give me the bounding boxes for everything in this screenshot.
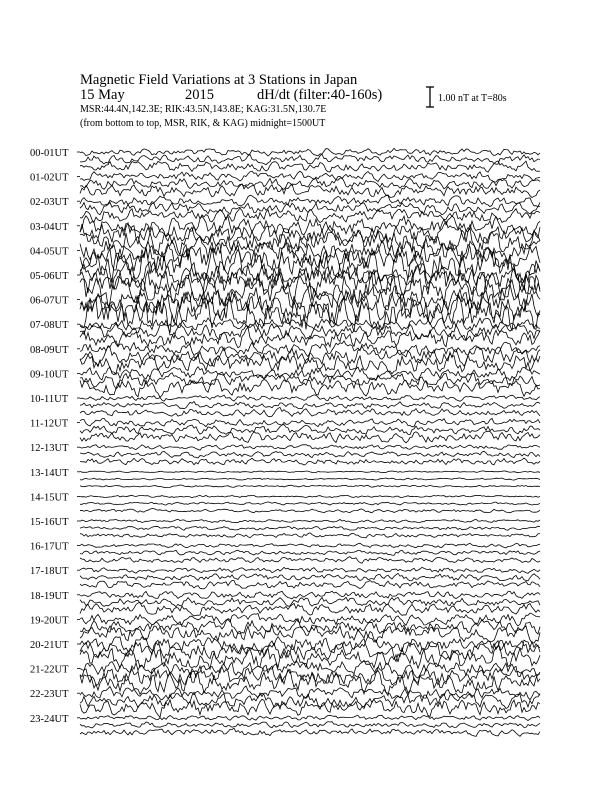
trace-msr — [80, 495, 540, 497]
row-label: 21-22UT — [30, 664, 69, 676]
trace-rik — [80, 597, 540, 606]
trace-kag — [80, 431, 540, 443]
station-coordinates: MSR:44.4N,142.3E; RIK:43.5N,143.8E; KAG:31.5N,130.7E — [80, 104, 327, 115]
trace-msr — [80, 543, 540, 548]
trace-kag — [80, 407, 540, 416]
row-label: 07-08UT — [30, 320, 69, 332]
row-label: 22-23UT — [30, 689, 69, 701]
trace-msr — [80, 519, 540, 523]
station-order-note: (from bottom to top, MSR, RIK, & KAG) midnight=1500UT — [80, 118, 326, 129]
trace-kag — [80, 670, 540, 696]
row-label: 11-12UT — [30, 418, 69, 430]
row-label: 03-04UT — [30, 221, 69, 233]
trace-kag — [80, 533, 540, 538]
trace-rik — [80, 550, 540, 555]
row-label: 19-20UT — [30, 615, 69, 627]
trace-msr — [80, 171, 540, 182]
row-label: 20-21UT — [30, 640, 69, 651]
trace-rik — [80, 425, 540, 435]
row-label: 13-14UT — [30, 467, 69, 479]
trace-rik — [80, 154, 540, 165]
trace-rik — [80, 526, 540, 530]
chart-date: 15 May — [80, 87, 125, 103]
trace-msr — [80, 395, 540, 401]
trace-rik — [80, 290, 540, 325]
trace-kag — [80, 699, 540, 717]
trace-msr — [80, 445, 540, 451]
row-label: 12-13UT — [30, 443, 69, 455]
trace-msr — [80, 195, 540, 206]
row-label: 02-03UT — [30, 197, 69, 209]
trace-rik — [80, 402, 540, 409]
trace-kag — [80, 485, 540, 488]
row-label: 17-18UT — [30, 566, 69, 578]
trace-rik — [80, 451, 540, 458]
trace-msr — [80, 567, 540, 573]
trace-kag — [80, 379, 540, 397]
row-label: 23-24UT — [30, 713, 69, 725]
trace-msr — [80, 660, 540, 678]
trace-msr — [80, 318, 540, 330]
row-label: 10-11UT — [30, 394, 69, 405]
trace-rik — [80, 178, 540, 190]
trace-msr — [80, 715, 540, 720]
trace-kag — [80, 184, 540, 198]
trace-rik — [80, 722, 540, 728]
trace-kag — [80, 581, 540, 589]
row-label: 01-02UT — [30, 172, 69, 184]
trace-kag — [80, 161, 540, 172]
trace-kag — [80, 327, 540, 348]
row-label: 08-09UT — [30, 344, 69, 356]
trace-rik — [80, 478, 540, 480]
trace-msr — [80, 148, 540, 156]
trace-msr — [80, 367, 540, 381]
row-label: 04-05UT — [30, 246, 69, 258]
trace-kag — [80, 458, 540, 465]
row-label: 18-19UT — [30, 590, 69, 602]
trace-msr — [80, 591, 540, 599]
trace-kag — [80, 509, 540, 513]
chart-title: Magnetic Field Variations at 3 Stations in Japan — [80, 72, 358, 88]
chart-year: 2015 — [185, 87, 214, 103]
trace-rik — [80, 502, 540, 505]
trace-rik — [80, 573, 540, 580]
trace-msr — [80, 471, 540, 473]
chart-filter: dH/dt (filter:40-160s) — [257, 87, 383, 103]
trace-msr — [80, 236, 540, 263]
row-label: 05-06UT — [30, 271, 69, 282]
row-label: 14-15UT — [30, 492, 69, 504]
row-label: 06-07UT — [30, 295, 69, 307]
scale-bar — [426, 87, 434, 107]
trace-kag — [80, 728, 540, 736]
scale-bar-label: 1.00 nT at T=80s — [438, 93, 507, 104]
trace-kag — [80, 557, 540, 564]
row-label: 09-10UT — [30, 369, 69, 381]
trace-msr — [80, 418, 540, 426]
row-label: 16-17UT — [30, 541, 69, 553]
row-label: 15-16UT — [30, 517, 69, 528]
row-label: 00-01UT — [30, 148, 69, 159]
